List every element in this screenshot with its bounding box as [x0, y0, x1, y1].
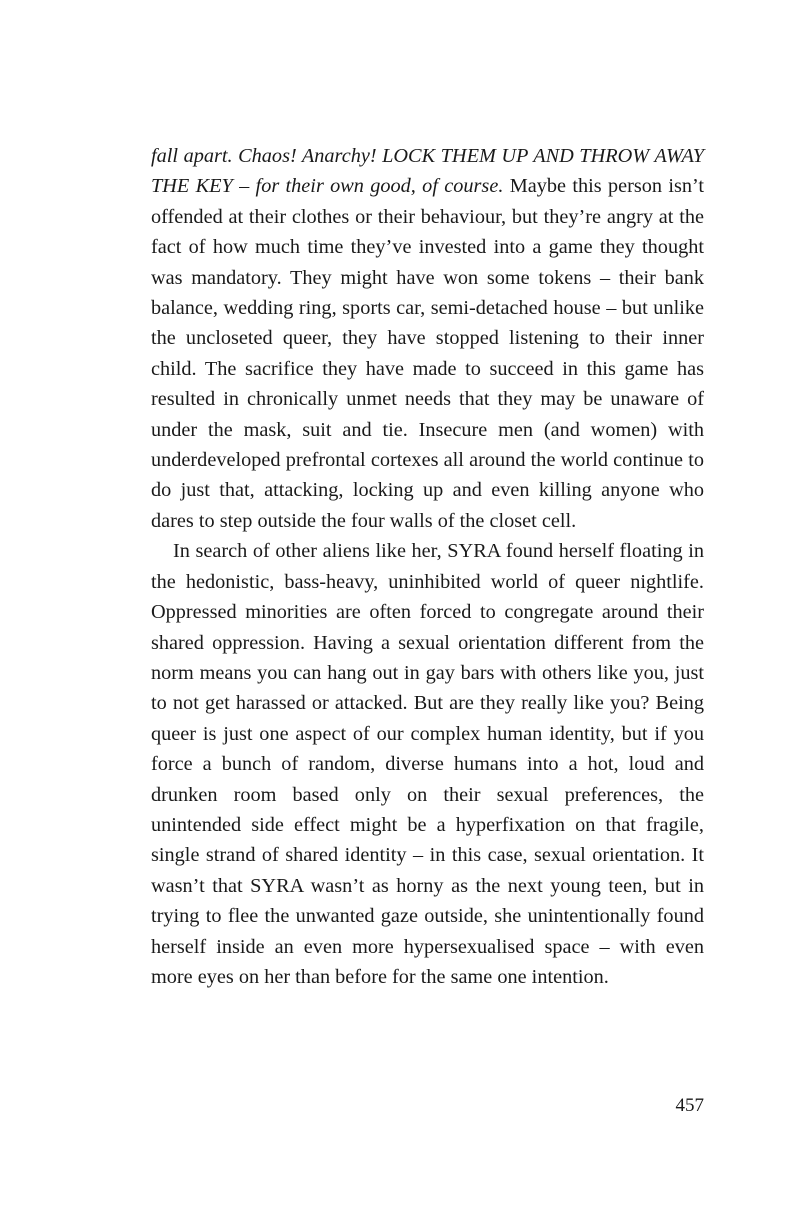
paragraph-continuation: [151, 141, 704, 536]
paragraph-1-body: Maybe this person isn’t offended at their clothes or their behaviour, but they’re angry at the fact of how much time they’ve invested into a game they thought was mandatory. They might have won some tokens – their bank balance, wedding ring, sports car, semi-detached house – but unlike the uncloseted queer, they have stopped listening to their inner child. The sacrifice they have made to succeed in this game has resulted in chronically unmet needs that they may be unaware of under the mask, suit and tie. Insecure men (and women) with underdeveloped prefrontal cortexes all around the world continue to do just that, attacking, locking up and even killing anyone who dares to step outside the four walls of the closet cell.: [151, 175, 705, 532]
page-number: 457: [675, 1095, 704, 1116]
italic-lead-text: fall apart. Chaos! Anarchy! LOCK THEM UP AND THROW AWAY THE KEY – for their own good, of course.: [151, 145, 704, 198]
paragraph-2: In search of other aliens like her, SYRA found herself floating in the hedonistic, bass-heavy, uninhibited world of queer nightlife. Oppressed minorities are often forced to congregate around their shared oppression. Having a sexual orientation different from the norm means you can hang out in gay bars with others like you, just to not get harassed or attacked. But are they really like you? Being queer is just one aspect of our complex human identity, but if you force a bunch of random, diverse humans into a hot, loud and drunken room based only on their sexual preferences, the unintended side effect might be a hyperfixation on that fragile, single strand of shared identity – in this case, sexual orientation. It wasn’t that SYRA wasn’t as horny as the next young teen, but in trying to flee the unwanted gaze outside, she unintentionally found herself inside an even more hypersexualised space – with even more eyes on her than before for the same one intention.: [151, 540, 704, 988]
body-text: [151, 141, 704, 992]
